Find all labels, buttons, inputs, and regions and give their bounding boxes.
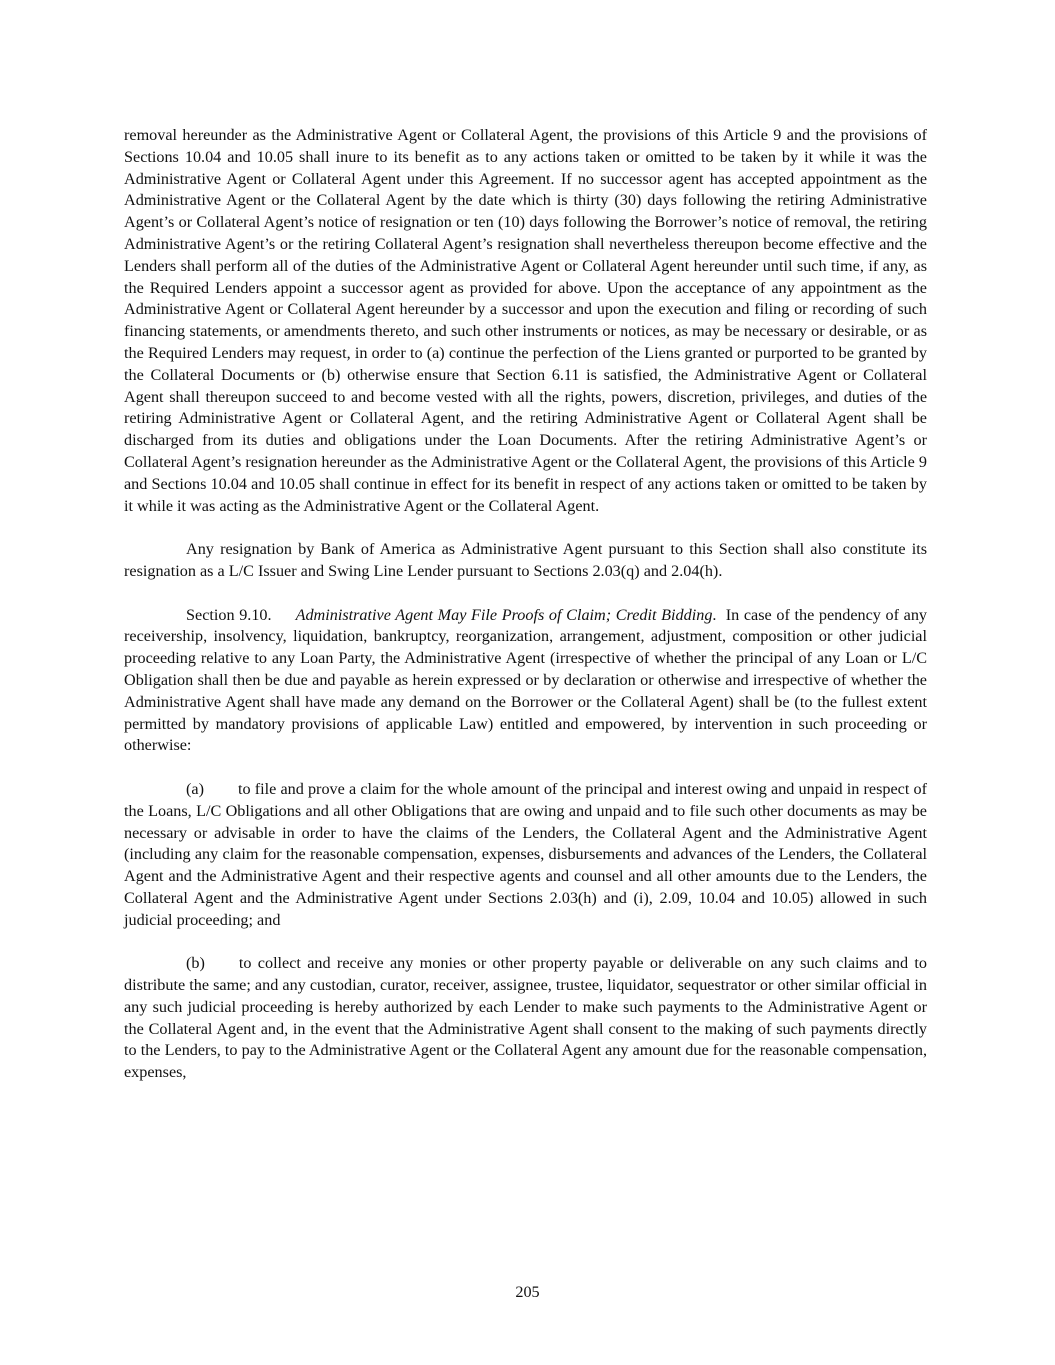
- section-9-10: [124, 605, 927, 758]
- clause-a-text: to file and prove a claim for the whole amount of the principal and interest owing and unpaid in respect of the Loans, L/C Obligations and all other Obligations that are owing and unpaid and to file such other documents as may be necessary or advisable in order to have the claims of the Lenders, the Collateral Agent and the Administrative Agent (including any claim for the reasonable compensation, expenses, disbursements and advances of the Lenders, the Collateral Agent and the Administrative Agent and their respective agents and counsel and all other amounts due to the Lenders, the Collateral Agent and the Administrative Agent under Sections 2.03(h) and (i), 2.09, 10.04 and 10.05) allowed in such judicial proceeding; and: [124, 779, 927, 929]
- page-number: 205: [515, 1283, 540, 1301]
- clause-a: [124, 779, 927, 932]
- paragraph-resignation-bank-of-america: Any resignation by Bank of America as Administrative Agent pursuant to this Section shall also constitute its resignation as a L/C Issuer and Swing Line Lender pursuant to Sections 2.03(q) and 2.04(h).: [124, 540, 927, 580]
- clause-b-label: (b): [186, 954, 205, 973]
- document-body: [124, 125, 927, 1106]
- section-body: In case of the pendency of any receivership, insolvency, liquidation, bankruptcy, reorganization, arrangement, adjustment, composition or other judicial proceeding relative to any Loan Party, the Administrative Agent (irrespective of whether the principal of any Loan or L/C Obligation shall then be due and payable as herein expressed or by declaration or otherwise and irrespective of whether the Administrative Agent shall have made any demand on the Borrower or the Collateral Agent) shall be (to the fullest extent permitted by mandatory provisions of applicable Law) entitled and empowered, by intervention in such proceeding or otherwise:: [124, 605, 928, 755]
- clause-b-text: to collect and receive any monies or other property payable or deliverable on any such claims and to distribute the same; and any custodian, curator, receiver, assignee, trustee, liquidator, sequestrator or other similar official in any such judicial proceeding is hereby authorized by each Lender to make such payments to the Administrative Agent or the Collateral Agent and, in the event that the Administrative Agent shall consent to the making of such payments directly to the Lenders, to pay to the Administrative Agent or the Collateral Agent any amount due for the reasonable compensation, expenses,: [124, 954, 927, 1082]
- section-heading-period: .: [712, 605, 717, 624]
- clause-a-label: (a): [186, 779, 204, 798]
- section-number: Section 9.10.: [186, 605, 272, 624]
- section-heading: Administrative Agent May File Proofs of Claim; Credit Bidding: [295, 605, 713, 624]
- paragraph-successor-agent: removal hereunder as the Administrative Agent or Collateral Agent, the provisions of this Article 9 and the provisions of Sections 10.04 and 10.05 shall inure to its benefit as to any actions taken or omitted to be taken by it while it was the Administrative Agent or Collateral Agent under this Agreement. If no successor agent has accepted appointment as the Administrative Agent or the Collateral Agent by the date which is thirty (30) days following the retiring Administrative Agent’s or Collateral Agent’s notice of resignation or ten (10) days following the Borrower’s notice of removal, the retiring Administrative Agent’s or the retiring Collateral Agent’s resignation shall nevertheless thereupon become effective and the Lenders shall perform all of the duties of the Administrative Agent or Collateral Agent hereunder until such time, if any, as the Required Lenders appoint a successor agent as provided for above. Upon the acceptance of any appointment as the Administrative Agent or Collateral Agent hereunder by a successor and upon the execution and filing or recording of such financing statements, or amendments thereto, and such other instruments or notices, as may be necessary or desirable, or as the Required Lenders may request, in order to (a) continue the perfection of the Liens granted or purported to be granted by the Collateral Documents or (b) otherwise ensure that Section 6.11 is satisfied, the Administrative Agent or Collateral Agent shall thereupon succeed to and become vested with all the rights, powers, discretion, privileges, and duties of the retiring Administrative Agent or Collateral Agent, and the retiring Administrative Agent or Collateral Agent shall be discharged from its duties and obligations under the Loan Documents. After the retiring Administrative Agent’s or Collateral Agent’s resignation hereunder as the Administrative Agent or the Collateral Agent, the provisions of this Article 9 and Sections 10.04 and 10.05 shall continue in effect for its benefit in respect of any actions taken or omitted to be taken by it while it was acting as the Administrative Agent or the Collateral Agent.: [124, 126, 927, 515]
- clause-b: [124, 953, 927, 1084]
